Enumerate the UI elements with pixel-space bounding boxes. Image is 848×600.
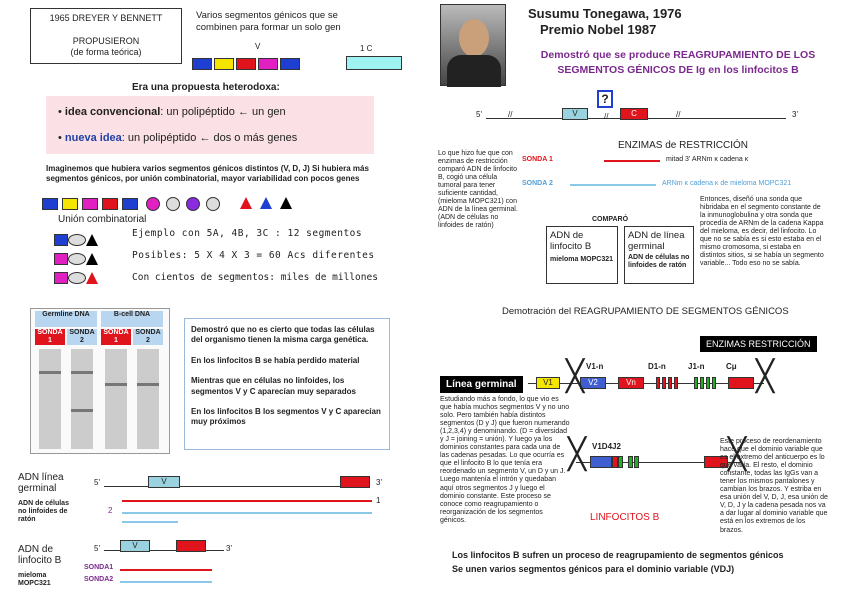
este-proceso-text: Este proceso de reordenamiento hace que el dominio variable que es el extremo del anticuerpo es lo que varía. El resto, el dominio constante, todas las IgGs van a tener los mismos pantalones y cambian los brazos. Y estriba en esa unión del V, D, J, esa unión de V, D, J y la cadena pesada nos va a dar lugar al dominio variable que está en los extremos de los brazos. bbox=[720, 438, 828, 534]
adn-germ-box bbox=[624, 226, 694, 284]
enzimas-heading: ENZIMAS de RESTRICCIÓN bbox=[618, 140, 749, 151]
box-sub1: PROPUSIERON bbox=[72, 35, 140, 46]
combo-triangle bbox=[86, 272, 98, 284]
demostro-text: Demostró que no es cierto que todas las células del organismo tienen la misma carga genética. bbox=[191, 325, 375, 345]
tonegawa-name: Susumu Tonegawa, 1976 bbox=[528, 6, 682, 21]
germ-num1: 1 bbox=[376, 496, 381, 505]
linf-v-segment: V bbox=[120, 540, 150, 552]
seg-vn: Vn bbox=[618, 377, 644, 389]
idea-conv-label: idea convencional bbox=[64, 106, 161, 118]
question-box: ? bbox=[597, 90, 613, 108]
seg-j bbox=[694, 377, 698, 389]
segment-blue bbox=[192, 58, 212, 70]
sonda2-line bbox=[570, 184, 656, 186]
triangle-blue bbox=[260, 197, 272, 209]
break-2: // bbox=[604, 112, 609, 121]
linf-sonda2: SONDA2 bbox=[84, 576, 114, 583]
segment-yellow bbox=[214, 58, 234, 70]
segment-blue2 bbox=[280, 58, 300, 70]
explanation-box bbox=[184, 318, 390, 450]
perdido-text: En los linfocitos B se había perdido material bbox=[191, 355, 360, 365]
adn-germinal-sub: ADN de células no linfoides de ratón bbox=[18, 500, 69, 524]
adn-germ-sub: ADN de células no linfoides de ratón bbox=[628, 254, 690, 270]
seg-d bbox=[674, 377, 678, 389]
adn-germinal-label: ADN línea germinal bbox=[18, 472, 64, 494]
idea-new-label: nueva idea bbox=[64, 132, 122, 144]
c-label: 1 C bbox=[360, 44, 373, 53]
v1d4j2-label: V1D4J2 bbox=[592, 442, 621, 451]
seg-d bbox=[662, 377, 666, 389]
gel-sonda2-b: SONDA 2 bbox=[133, 329, 163, 345]
circle-gray2 bbox=[206, 197, 220, 211]
seg-j bbox=[706, 377, 710, 389]
cientos-text: Con cientos de segmentos: miles de millones bbox=[132, 272, 378, 283]
germ-probe-1 bbox=[122, 500, 372, 502]
germ-probe-2b bbox=[122, 521, 178, 523]
tonegawa-portrait bbox=[440, 4, 506, 86]
shape-magenta bbox=[82, 198, 98, 210]
headline: Demostró que se produce REAGRUPAMIENTO DE LOS SEGMENTOS GÉNICOS DE Ig en los linfocitos B bbox=[540, 49, 816, 76]
segment-c bbox=[346, 56, 402, 70]
portrait-face bbox=[459, 19, 489, 57]
lo-que-hizo: Lo que hizo fue que con enzimas de restricción comparó ADN de linfocito B, cogió una célula tumoral para tener suficiente cantidad, (mieloma MOPC321) con ADN de la línea germinal. (ADN de células no linfoides de ratón) bbox=[438, 150, 518, 230]
nobel-text: Premio Nobel 1987 bbox=[540, 22, 657, 37]
bullet: • bbox=[58, 132, 65, 144]
enzyme-cut-left: ╳ bbox=[566, 360, 585, 393]
seg-v1: V1 bbox=[536, 377, 560, 389]
linea-germinal-badge: Línea germinal bbox=[440, 376, 523, 393]
combo-segment bbox=[54, 272, 68, 284]
adn-linf-box bbox=[546, 226, 618, 284]
combo-oval bbox=[68, 272, 86, 284]
top-v-segment: V bbox=[562, 108, 588, 120]
conclusion-2: Se unen varios segmentos génicos para el dominio variable (VDJ) bbox=[452, 564, 735, 574]
seg-j bbox=[700, 377, 704, 389]
idea-conv-text: : un polipéptido ← un gen bbox=[160, 106, 286, 118]
germ-probe-2a bbox=[122, 512, 372, 514]
estudiando-text: Estudiando más a fondo, lo que vio es que había muchos segmentos V y no uno solo. Pero también había distintos segmentos (D y J) que fueron numerando (1,2,3,4) y denominando. (D = diversidad y J = joining = unión). Y luego ya los dominios constantes para cada una de las cadenas pesadas. Lo que ocurría es que el linfocito B lo que tenía era reordenado un segmento V, un D y un J. Luego mantenía el intrón y quedaban aquí otros segmentos J y luego el dominio constante. Este proceso se conoce como reagrupamiento o reorganización de los segmentos génicos. bbox=[440, 396, 570, 524]
d1n-label: D1-n bbox=[648, 362, 666, 371]
gel-band bbox=[105, 383, 127, 386]
linf-probe-1 bbox=[120, 569, 212, 571]
adn-linf-title: ADN de linfocito B bbox=[550, 230, 592, 252]
triangle-red bbox=[240, 197, 252, 209]
seg-d bbox=[668, 377, 672, 389]
germ-five: 5' bbox=[94, 478, 100, 487]
gel-band bbox=[137, 383, 159, 386]
combo-segment bbox=[54, 253, 68, 265]
break-1: // bbox=[508, 110, 513, 119]
sonda1-desc: mitad 3' ARNm κ cadena κ bbox=[666, 156, 749, 163]
top-five: 5' bbox=[476, 110, 482, 119]
germ-c-segment bbox=[340, 476, 370, 488]
portrait-body bbox=[447, 55, 501, 87]
adn-linf-sub: mieloma MOPC321 bbox=[550, 256, 614, 263]
linf-sonda1: SONDA1 bbox=[84, 564, 114, 571]
entonces-text: Entonces, diseñó una sonda que hibridaba en el segmento constante de la inmunoglobulina y otra sonda que procedía de ARNm de la cadena Kappa del mieloma, es decir, del linfocito. Lo que no se sabía es si esto estaba en el mismo cromosoma, si estaba en distintos sitios, si se había un segmento variable... Todo eso no se sabía. bbox=[700, 196, 824, 268]
shape-yellow bbox=[62, 198, 78, 210]
circle-gray bbox=[166, 197, 180, 211]
box-title: 1965 DREYER Y BENNETT bbox=[49, 13, 163, 23]
imagine-text: Imaginemos que hubiera varios segmentos génicos distintos (V, D, J) Si hubiera más segmentos génicos, por unión combinatorial, mayor variabilidad con pocos genes bbox=[46, 164, 369, 184]
idea-new bbox=[58, 132, 297, 144]
v1n-label: V1-n bbox=[586, 362, 604, 371]
en-linfocitos-text: En los linfocitos B los segmentos V y C aparecían muy próximos bbox=[191, 406, 381, 427]
gel-band bbox=[71, 409, 93, 412]
comparo-label: COMPARÓ bbox=[592, 216, 629, 223]
germ-dna-line bbox=[104, 486, 358, 487]
sonda1-label: SONDA 1 bbox=[522, 156, 553, 163]
v-label: V bbox=[255, 42, 261, 51]
adn-germ-title: ADN de línea germinal bbox=[628, 230, 685, 252]
seg-v2: V2 bbox=[580, 377, 606, 389]
linf-three: 3' bbox=[226, 544, 232, 553]
bcell-v bbox=[590, 456, 612, 468]
bcell-j bbox=[634, 456, 639, 468]
enzyme-cut-bcell-right: ╳ bbox=[728, 438, 747, 471]
shape-blue2 bbox=[122, 198, 138, 210]
sonda1-line bbox=[604, 160, 660, 162]
shape-blue bbox=[42, 198, 58, 210]
gel-sonda1-b: SONDA 1 bbox=[101, 329, 131, 345]
enzimas2-badge: ENZIMAS RESTRICCIÓN bbox=[700, 336, 817, 352]
union-label: Unión combinatorial bbox=[58, 214, 147, 225]
bcell-j bbox=[628, 456, 633, 468]
top-three: 3' bbox=[792, 110, 798, 119]
sonda2-desc: ARNm κ cadena κ de mieloma MOPC321 bbox=[662, 180, 792, 187]
linf-c-segment bbox=[176, 540, 206, 552]
germ-three: 3' bbox=[376, 478, 382, 487]
gel-lane-3 bbox=[105, 349, 127, 449]
combo-oval bbox=[68, 234, 86, 246]
mientras-text: Mientras que en células no linfoides, los segmentos V y C aparecían muy separados bbox=[191, 376, 356, 396]
shape-red bbox=[102, 198, 118, 210]
gel-band bbox=[39, 371, 61, 374]
mieloma-label: mieloma MOPC321 bbox=[18, 572, 51, 588]
gel-lane-1 bbox=[39, 349, 61, 449]
seg-j bbox=[712, 377, 716, 389]
sonda2-label: SONDA 2 bbox=[522, 180, 553, 187]
cmu-label: Cμ bbox=[726, 362, 737, 371]
germ-num2: 2 bbox=[108, 506, 113, 515]
posibles-text: Posibles: 5 X 4 X 3 = 60 Acs diferentes bbox=[132, 250, 375, 261]
segment-red bbox=[236, 58, 256, 70]
bcell-j bbox=[618, 456, 623, 468]
box-sub2: (de forma teórica) bbox=[70, 46, 142, 57]
linf-five: 5' bbox=[94, 544, 100, 553]
enzyme-cut-bcell-left: ╳ bbox=[568, 438, 587, 471]
gel-sonda1-a: SONDA 1 bbox=[35, 329, 65, 345]
combo-triangle bbox=[86, 234, 98, 246]
circle-purple bbox=[186, 197, 200, 211]
gel-lane-4 bbox=[137, 349, 159, 449]
break-3: // bbox=[676, 110, 681, 119]
demotracion-heading: Demotración del REAGRUPAMIENTO DE SEGMENTOS GÉNICOS bbox=[502, 306, 789, 317]
j1n-label: J1-n bbox=[688, 362, 705, 371]
combo-segment bbox=[54, 234, 68, 246]
gel-sonda2-a: SONDA 2 bbox=[67, 329, 97, 345]
linfocitos-b-label: LINFOCITOS B bbox=[590, 512, 660, 523]
combo-oval bbox=[68, 253, 86, 265]
combo-triangle bbox=[86, 253, 98, 265]
gel-lane-2 bbox=[71, 349, 93, 449]
idea-conventional bbox=[58, 106, 286, 118]
triangle-black bbox=[280, 197, 292, 209]
idea-new-text: : un polipéptido ← dos o más genes bbox=[121, 132, 298, 144]
segment-magenta bbox=[258, 58, 278, 70]
enzyme-cut-right: ╳ bbox=[756, 360, 775, 393]
conclusion-1: Los linfocitos B sufren un proceso de reagrupamiento de segmentos génicos bbox=[452, 550, 784, 560]
gel-band bbox=[71, 371, 93, 374]
gel-figure bbox=[30, 308, 170, 454]
gel-germline: Germline DNA bbox=[35, 311, 97, 327]
seg-c bbox=[728, 377, 754, 389]
idea-box bbox=[46, 96, 374, 154]
bullet: • bbox=[58, 106, 65, 118]
linf-probe-2 bbox=[120, 581, 212, 583]
circle-magenta bbox=[146, 197, 160, 211]
ejemplo-text: Ejemplo con 5A, 4B, 3C : 12 segmentos bbox=[132, 228, 363, 239]
dreyer-bennett-box bbox=[30, 8, 182, 64]
varios-text: Varios segmentos génicos que se combinen para formar un solo gen bbox=[196, 10, 341, 33]
top-c-segment: C bbox=[620, 108, 648, 120]
adn-linfocito-label: ADN de linfocito B bbox=[18, 544, 62, 566]
germ-v-segment: V bbox=[148, 476, 180, 488]
heterodoxa-heading: Era una propuesta heterodoxa: bbox=[132, 82, 280, 93]
seg-d bbox=[656, 377, 660, 389]
gel-bcell: B-cell DNA bbox=[101, 311, 163, 327]
